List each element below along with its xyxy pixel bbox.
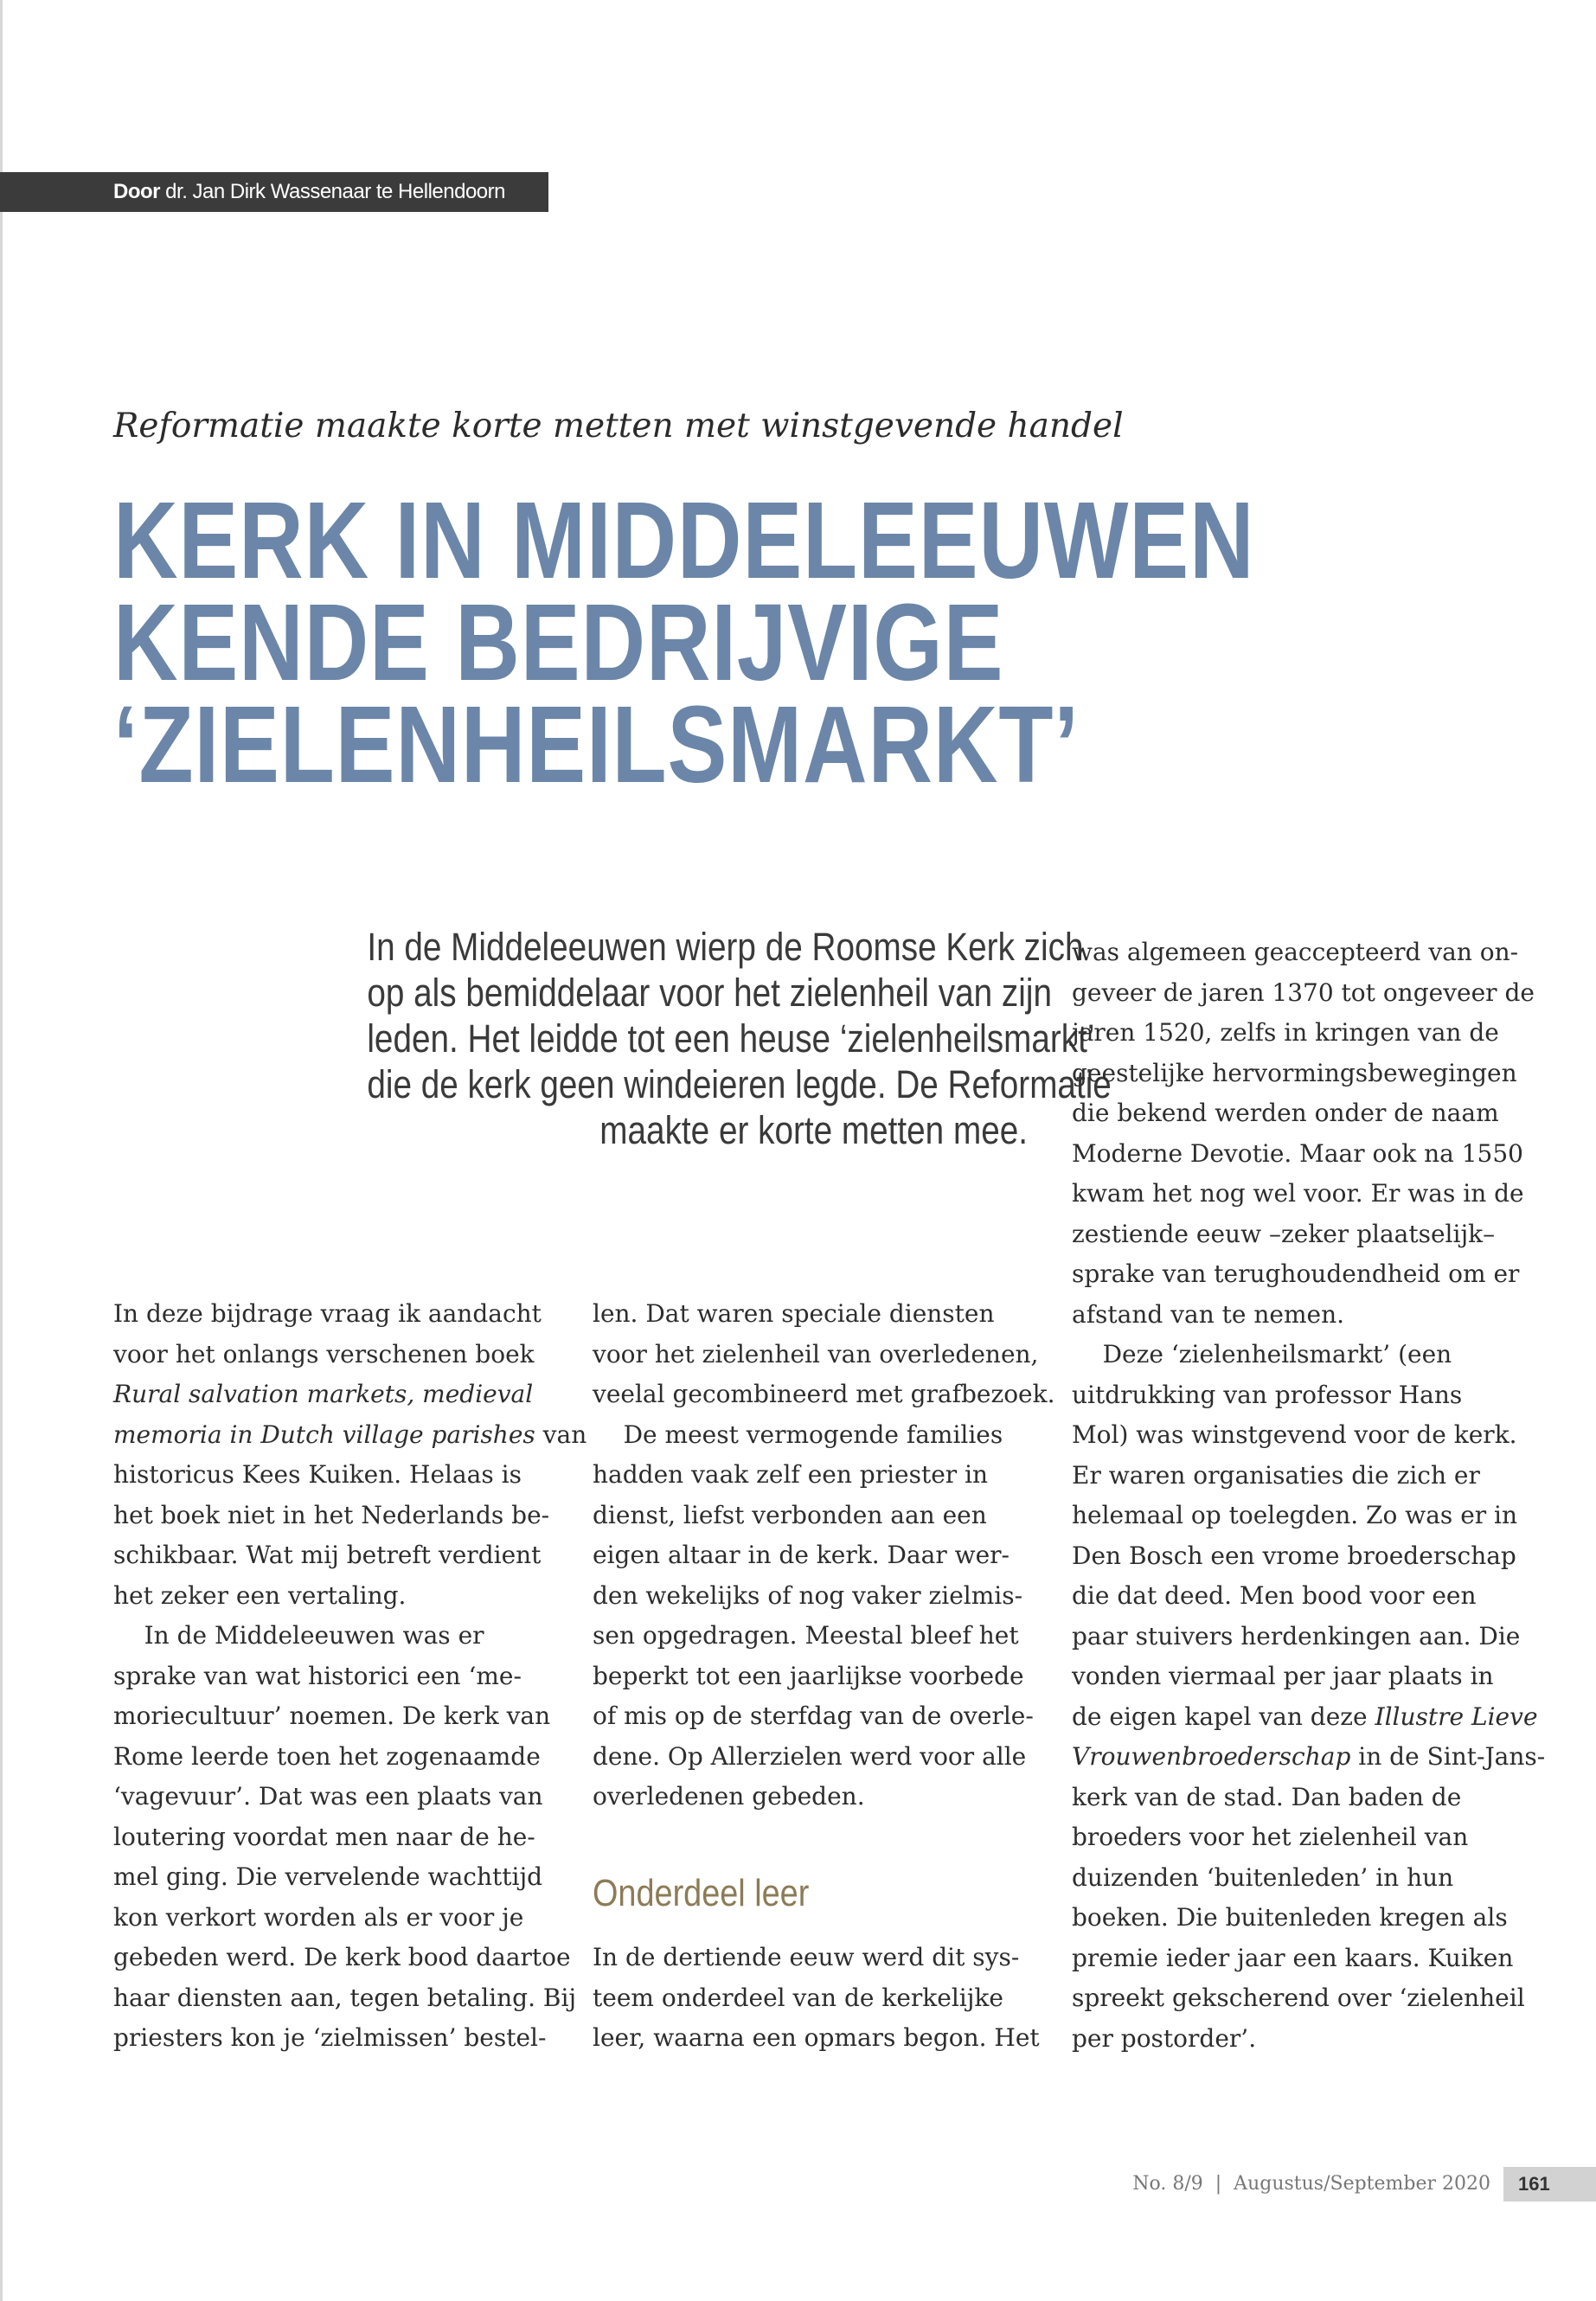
headline-line-3: ‘ZIELENHEILSMARKT’ <box>113 683 1080 805</box>
text-line: broeders voor het zielenheil van <box>1072 1823 1469 1851</box>
byline-author: dr. Jan Dirk Wassenaar te Hellendoorn <box>165 180 505 203</box>
text-line: hadden vaak zelf een priester in <box>593 1460 989 1489</box>
text-line: vonden viermaal per jaar plaats in <box>1072 1662 1494 1690</box>
text-line: sen opgedragen. Meestal bleef het <box>593 1621 1019 1650</box>
organisation-name-italic: Vrouwenbroederschap <box>1072 1742 1351 1771</box>
text-line: voor het onlangs verschenen boek <box>113 1339 535 1368</box>
text-line: veelal gecombineerd met grafbezoek. <box>593 1380 1055 1408</box>
text-line: haar diensten aan, tegen betaling. Bij <box>113 1983 577 2012</box>
text-line: per postorder’. <box>1072 2023 1257 2053</box>
text-line: schikbaar. Wat mij betreft verdient <box>113 1541 542 1569</box>
text-line: len. Dat waren speciale diensten <box>593 1299 995 1328</box>
text-line: die dat deed. Men bood voor een <box>1072 1581 1477 1610</box>
text-line: voor het zielenheil van overledenen, <box>593 1339 1039 1368</box>
headline-line-2: KENDE BEDRIJVIGE <box>113 581 1004 703</box>
text-line: In de Middeleeuwen was er <box>113 1621 484 1650</box>
lead-line: leden. Het leidde tot een heuse ‘zielenheilsmarkt’ <box>367 1016 1095 1061</box>
body-column-2-continued <box>593 1938 1060 2059</box>
text-line: paar stuivers herdenkingen aan. Die <box>1072 1621 1521 1650</box>
section-subhead: Onderdeel leer <box>593 1872 810 1914</box>
text-line: uitdrukking van professor Hans <box>1072 1380 1463 1409</box>
lead-line: maakte er korte metten mee. <box>599 1108 1028 1152</box>
text-line: priesters kon je ‘zielmissen’ bestel- <box>113 2023 547 2052</box>
article-lead <box>367 924 1112 1153</box>
lead-line: op als bemiddelaar voor het zielenheil van zijn <box>367 971 1052 1015</box>
text-line: sprake van terughoudendheid om er <box>1072 1259 1520 1288</box>
body-column-2 <box>593 1294 1060 1817</box>
lead-line: In de Middeleeuwen wierp de Roomse Kerk zich <box>367 925 1084 969</box>
text-line: teem onderdeel van de kerkelijke <box>593 1983 1003 2012</box>
byline-prefix: Door <box>113 180 160 203</box>
text-line: afstand van te nemen. <box>1072 1299 1345 1329</box>
text-line: geestelijke hervormingsbewegingen <box>1072 1058 1517 1087</box>
text-line: loutering voordat men naar de he- <box>113 1822 535 1851</box>
text-line: ‘vagevuur’. Dat was een plaats van <box>113 1782 543 1811</box>
text-line-mixed: memoria in Dutch village parishes van <box>113 1420 587 1449</box>
page-number: 161 <box>1503 2167 1596 2202</box>
text-line: leer, waarna een opmars begon. Het <box>593 2023 1040 2052</box>
text-line: kerk van de stad. Dan baden de <box>1072 1782 1462 1811</box>
text-line: zestiende eeuw –zeker plaatselijk– <box>1072 1219 1496 1248</box>
page-edge-rule <box>0 0 3 2301</box>
text-line: of mis op de sterfdag van de overle- <box>593 1702 1034 1730</box>
text-line: helemaal op toelegden. Zo was er in <box>1072 1501 1518 1529</box>
text-line-italic: Rural salvation markets, medieval <box>113 1380 534 1408</box>
text-line: eigen altaar in de kerk. Daar wer- <box>593 1541 1010 1569</box>
text-line: sprake van wat historici een ‘me- <box>113 1661 522 1690</box>
headline-line-1: KERK IN MIDDELEEUWEN <box>113 479 1255 601</box>
text-line: moriecultuur’ noemen. De kerk van <box>113 1702 551 1730</box>
text-line: mel ging. Die vervelende wachttijd <box>113 1862 543 1891</box>
text-line-mixed: de eigen kapel van deze Illustre Lieve <box>1072 1702 1538 1731</box>
text-line: beperkt tot een jaarlijkse voorbede <box>593 1661 1024 1690</box>
text-line: In deze bijdrage vraag ik aandacht <box>113 1299 542 1328</box>
article-headline <box>113 479 1255 805</box>
text-line: boeken. Die buitenleden kregen als <box>1072 1903 1508 1932</box>
text-line: Moderne Devotie. Maar ook na 1550 <box>1072 1138 1523 1168</box>
book-title-italic: memoria in Dutch village parishes <box>113 1420 535 1449</box>
text-line: kwam het nog wel voor. Er was in de <box>1072 1179 1524 1208</box>
text-line: De meest vermogende families <box>593 1420 1003 1449</box>
text-line: gebeden werd. De kerk bood daartoe <box>113 1943 571 1971</box>
text-line: historicus Kees Kuiken. Helaas is <box>113 1460 522 1489</box>
footer-issue-info: No. 8/9 | Augustus/September 2020 <box>1132 2173 1490 2195</box>
text-line: den wekelijks of nog vaker zielmis- <box>593 1580 1023 1610</box>
text-line: geveer de jaren 1370 tot ongeveer de <box>1072 977 1535 1007</box>
text-line: overledenen gebeden. <box>593 1782 865 1811</box>
text-line: die bekend werden onder de naam <box>1072 1099 1499 1127</box>
text-line-mixed: Vrouwenbroederschap in de Sint-Jans- <box>1072 1742 1546 1771</box>
body-column-3 <box>1072 933 1546 2059</box>
text-line: kon verkort worden als er voor je <box>113 1902 524 1932</box>
body-column-1 <box>113 1294 587 2059</box>
text-line: Mol) was winstgevend voor de kerk. <box>1072 1420 1517 1449</box>
byline-bar <box>0 172 548 212</box>
text-line: premie ieder jaar een kaars. Kuiken <box>1072 1943 1514 1972</box>
text-line: jaren 1520, zelfs in kringen van de <box>1072 1018 1499 1047</box>
text-line: dienst, liefst verbonden aan een <box>593 1500 987 1529</box>
article-kicker: Reformatie maakte korte metten met winstgevende handel <box>113 407 1124 445</box>
text-line: spreekt gekscherend over ‘zielenheil <box>1072 1984 1525 2012</box>
text-line: Den Bosch een vrome broederschap <box>1072 1541 1516 1570</box>
text-line: In de dertiende eeuw werd dit sys- <box>593 1943 1020 1971</box>
text-line: het boek niet in het Nederlands be- <box>113 1500 550 1529</box>
text-line: Deze ‘zielenheilsmarkt’ (een <box>1072 1340 1452 1368</box>
text-line: het zeker een vertaling. <box>113 1580 407 1610</box>
text-line: was algemeen geaccepteerd van on- <box>1072 938 1519 966</box>
text-line: duizenden ‘buitenleden’ in hun <box>1072 1862 1454 1892</box>
organisation-name-italic: Illustre Lieve <box>1375 1702 1538 1731</box>
text-line: Er waren organisaties die zich er <box>1072 1460 1480 1490</box>
text-line: dene. Op Allerzielen werd voor alle <box>593 1741 1027 1771</box>
lead-line: die de kerk geen windeieren legde. De Reformatie <box>367 1062 1112 1106</box>
text-line: Rome leerde toen het zogenaamde <box>113 1741 541 1771</box>
